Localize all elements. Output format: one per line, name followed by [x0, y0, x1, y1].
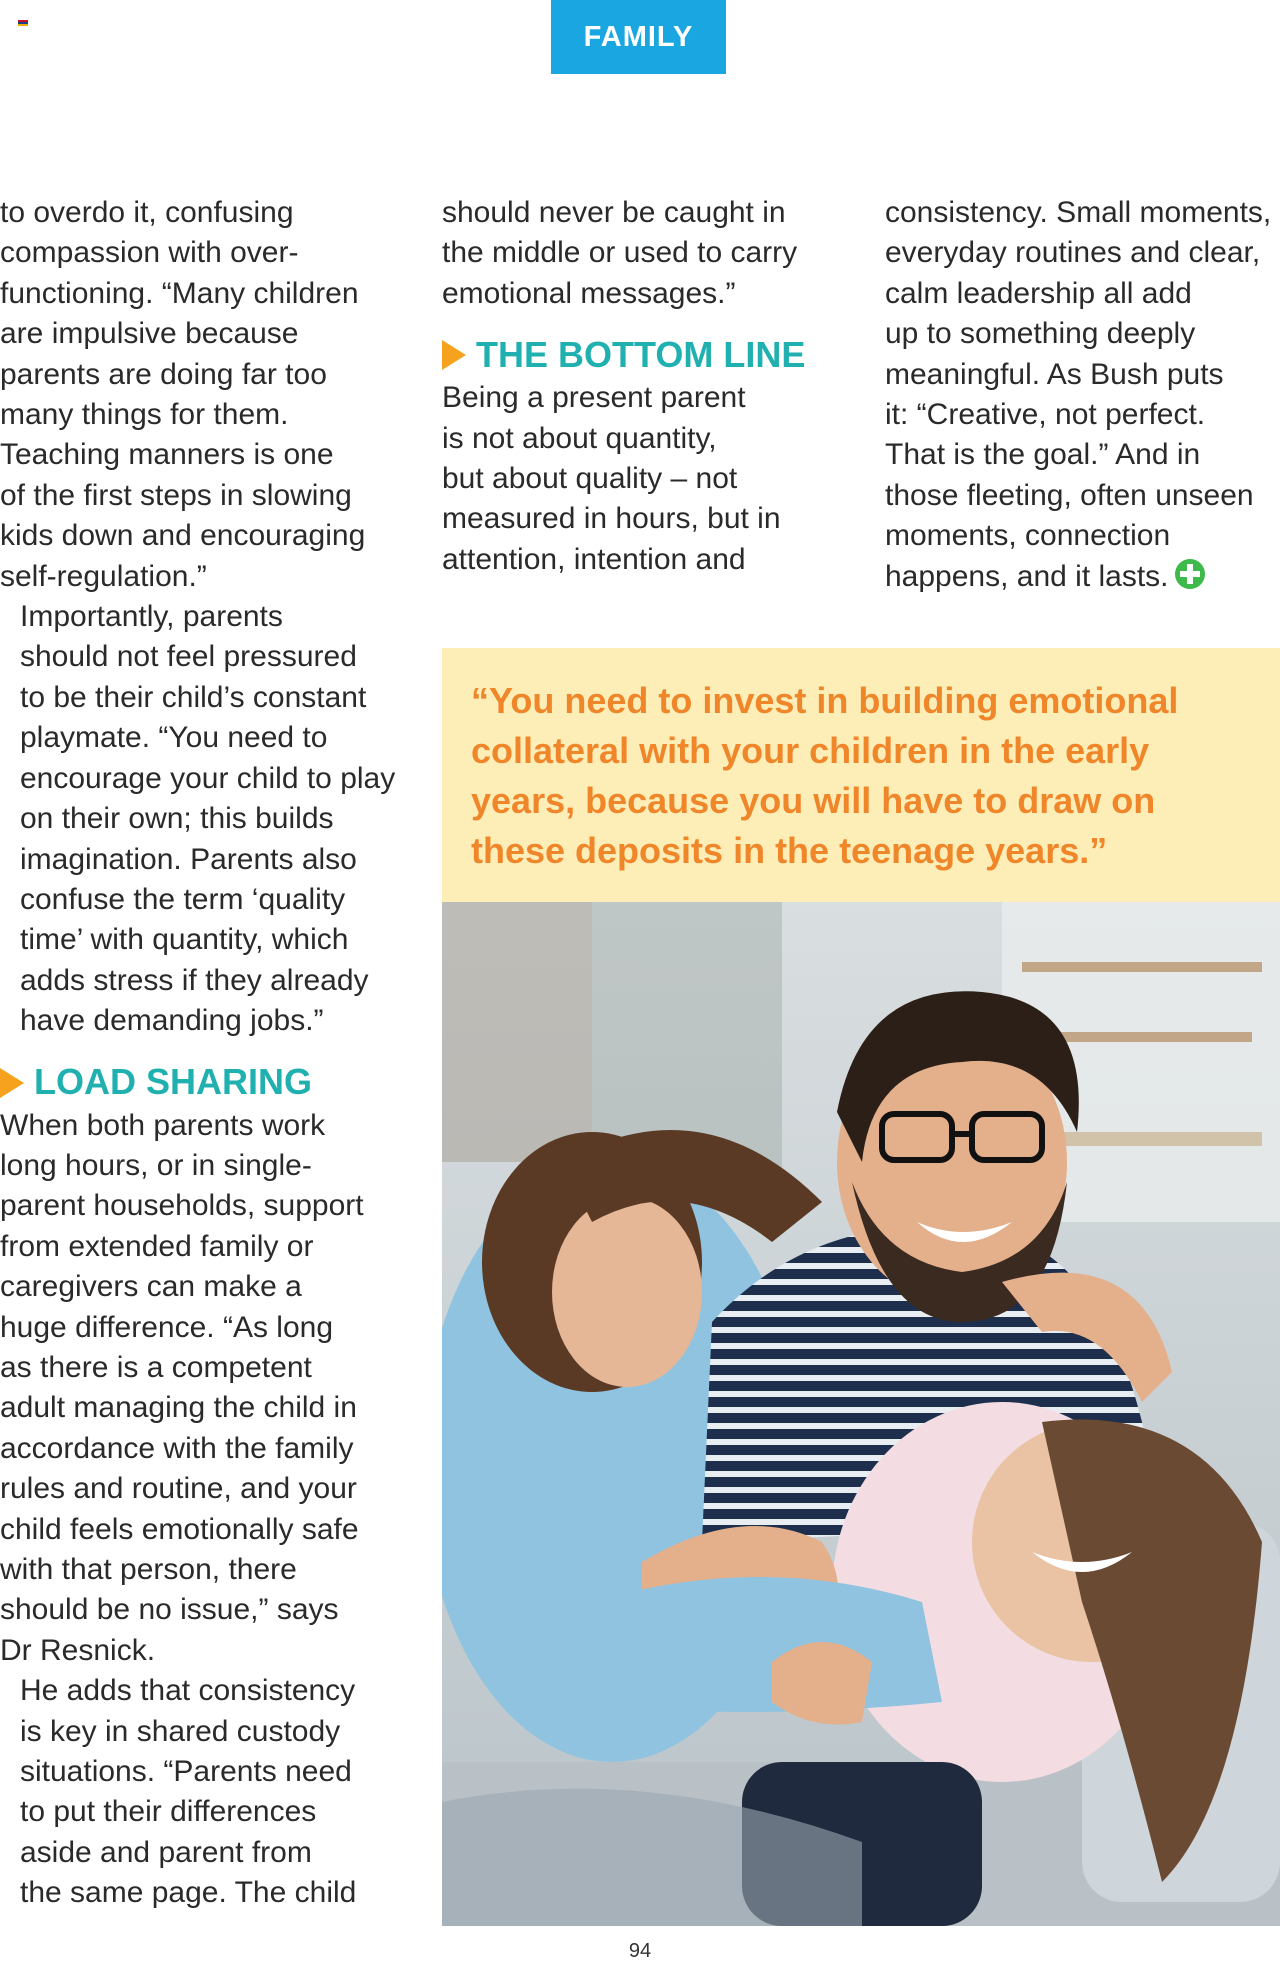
text-line: years, because you will have to draw on [471, 780, 1156, 821]
text-line: but about quality – not [442, 462, 738, 496]
family-photo [442, 902, 1280, 1926]
text-line: aside and parent from [20, 1835, 312, 1869]
text-line: these deposits in the teenage years.” [471, 830, 1108, 871]
section-tab: FAMILY [551, 0, 726, 74]
paragraph [0, 193, 400, 597]
heading-text: THE BOTTOM LINE [476, 334, 806, 376]
text-line: compassion with over- [0, 236, 299, 270]
text-line: playmate. “You need to [20, 721, 328, 755]
text-line: many things for them. [0, 398, 289, 432]
text-line: everyday routines and clear, [885, 236, 1261, 270]
text-line: functioning. “Many children [0, 276, 359, 310]
text-line: of the first steps in slowing [0, 478, 352, 512]
text-line: Dr Resnick. [0, 1633, 156, 1667]
text-line: parents are doing far too [0, 357, 327, 391]
text-line: those fleeting, often unseen [885, 478, 1254, 512]
text-line: huge difference. “As long [0, 1310, 334, 1344]
column-2 [442, 193, 842, 580]
text-line: “You need to invest in building emotional [471, 680, 1179, 721]
triangle-right-icon [0, 1068, 24, 1098]
text-line: child feels emotionally safe [0, 1512, 359, 1546]
text-line: self-regulation.” [0, 559, 207, 593]
paragraph [0, 1106, 400, 1672]
pull-quote-box [442, 648, 1280, 902]
text-line: as there is a competent [0, 1350, 312, 1384]
text-line: When both parents work [0, 1108, 326, 1142]
text-line: attention, intention and [442, 542, 746, 576]
text-line: collateral with your children in the early [471, 730, 1150, 771]
text-line: Teaching manners is one [0, 438, 334, 472]
text-line: caregivers can make a [0, 1270, 302, 1304]
pull-quote-text [471, 676, 1250, 876]
paragraph [442, 193, 842, 314]
text-line: calm leadership all add [885, 276, 1192, 310]
text-line: confuse the term ‘quality [20, 882, 346, 916]
text-line: meaningful. As Bush puts [885, 357, 1224, 391]
text-line: to be their child’s constant [20, 680, 367, 714]
text-line: the same page. The child [20, 1876, 357, 1910]
column-3 [885, 193, 1280, 597]
flag-icon [18, 20, 28, 26]
text-line: kids down and encouraging [0, 519, 366, 553]
text-line: situations. “Parents need [20, 1755, 352, 1789]
text-line: emotional messages.” [442, 276, 736, 310]
text-line: accordance with the family [0, 1431, 354, 1465]
text-line: He adds that consistency [20, 1674, 356, 1708]
text-line: measured in hours, but in [442, 502, 781, 536]
text-line: adult managing the child in [0, 1391, 357, 1425]
text-line: moments, connection [885, 519, 1171, 553]
text-line: encourage your child to play [20, 761, 396, 795]
text-line [885, 557, 1280, 597]
text-line: it: “Creative, not perfect. [885, 398, 1206, 432]
paragraph [0, 597, 400, 1041]
page-number: 94 [628, 1940, 652, 1962]
text-line: are impulsive because [0, 317, 299, 351]
text-line: the middle or used to carry [442, 236, 798, 270]
text-line: with that person, there [0, 1553, 297, 1586]
family-photo-illustration [442, 902, 1280, 1926]
text-line: imagination. Parents also [20, 842, 357, 876]
text-line: That is the goal.” And in [885, 438, 1201, 472]
text-line: Being a present parent [442, 381, 746, 415]
column-1 [0, 193, 400, 1914]
paragraph [442, 378, 842, 580]
text-line: have demanding jobs.” [20, 1004, 324, 1038]
text-line: Importantly, parents [20, 600, 283, 634]
text-line: on their own; this builds [20, 802, 334, 836]
section-heading-load-sharing [0, 1060, 400, 1106]
text-line: to overdo it, confusing [0, 196, 294, 229]
text-line: is key in shared custody [20, 1714, 341, 1748]
text-line: to put their differences [20, 1795, 317, 1829]
paragraph [0, 1671, 400, 1913]
text-line: rules and routine, and your [0, 1472, 357, 1506]
text-line: is not about quantity, [442, 421, 717, 455]
text-line: time’ with quantity, which [20, 923, 349, 957]
heading-text: LOAD SHARING [34, 1061, 312, 1103]
text-line: up to something deeply [885, 317, 1196, 351]
plus-circle-icon [1175, 559, 1205, 589]
text-line: adds stress if they already [20, 963, 369, 997]
section-heading-bottom-line [442, 332, 842, 378]
text-line-content: happens, and it lasts. [885, 559, 1169, 593]
text-line: should not feel pressured [20, 640, 357, 674]
text-line: consistency. Small moments, [885, 196, 1272, 229]
text-line: from extended family or [0, 1229, 314, 1263]
text-line: should be no issue,” says [0, 1593, 339, 1627]
triangle-right-icon [442, 340, 466, 370]
text-line: should never be caught in [442, 196, 786, 229]
paragraph-end [885, 193, 1280, 597]
text-line: parent households, support [0, 1189, 364, 1223]
text-line: long hours, or in single- [0, 1148, 312, 1182]
